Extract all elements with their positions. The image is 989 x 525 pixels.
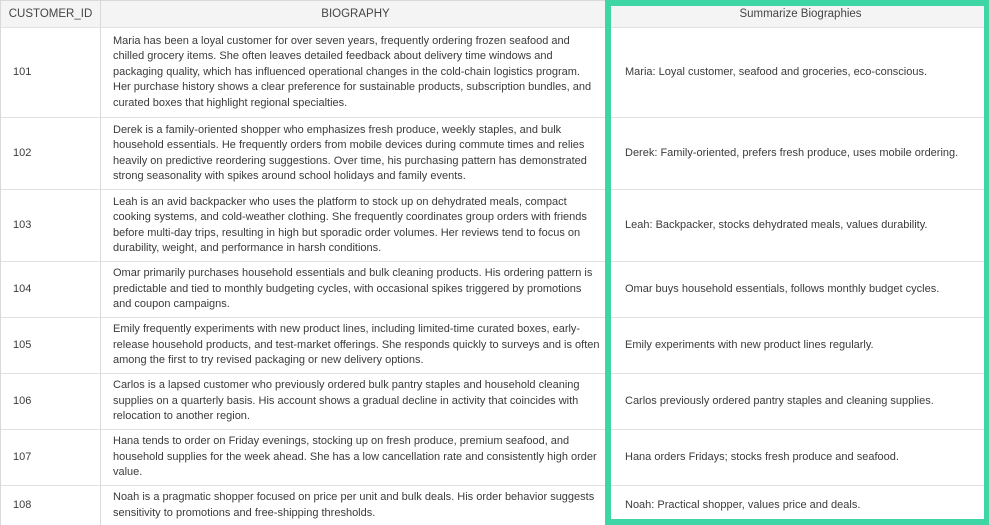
summary-cell[interactable]: Leah: Backpacker, stocks dehydrated meals, values durability. — [625, 218, 928, 231]
customer-id-cell[interactable]: 105 — [1, 318, 101, 373]
biography-cell[interactable]: Carlos is a lapsed customer who previously ordered bulk pantry staples and household cleaning supplies on a quarterly basis. His account shows a gradual decline in activity that coincides with relocation to another region. — [101, 374, 611, 429]
table-row — [1, 28, 989, 118]
customer-id-cell[interactable]: 104 — [1, 262, 101, 317]
col-header-summarize-biographies[interactable]: Summarize Biographies — [739, 7, 862, 20]
biography-cell[interactable]: Hana tends to order on Friday evenings, stocking up on fresh produce, premium seafood, and household supplies for the week ahead. She has a low cancellation rate and consistently high order value. — [101, 430, 611, 485]
table-row — [1, 118, 989, 190]
biography-cell[interactable]: Maria has been a loyal customer for over seven years, frequently ordering frozen seafood and chilled grocery items. She often leaves detailed feedback about delivery time windows and packaging quality, which has influenced operational changes in the cold-chain logistics program. Her purchase history shows a clear preference for sustainable products, subscription bundles, and curated boxes that highlight regional specialties. — [101, 28, 611, 117]
biography-cell[interactable]: Leah is an avid backpacker who uses the platform to stock up on dehydrated meals, compact cooking systems, and cold-weather clothing. She frequently coordinates group orders with friends before multi-day trips, resulting in high but sporadic order volumes. Her reviews tend to focus on durability, weight, and performance in harsh conditions. — [101, 190, 611, 261]
table-row — [1, 486, 989, 525]
table-row — [1, 262, 989, 318]
header-row — [1, 0, 989, 28]
summary-cell[interactable]: Hana orders Fridays; stocks fresh produce and seafood. — [625, 450, 899, 463]
customer-id-cell[interactable]: 101 — [1, 28, 101, 117]
table-row — [1, 374, 989, 430]
customer-id-cell[interactable]: 106 — [1, 374, 101, 429]
biography-cell[interactable]: Derek is a family-oriented shopper who emphasizes fresh produce, weekly staples, and bulk household essentials. He frequently orders from mobile devices during commute times and relies heavily on predictive reordering suggestions. Over time, his purchasing pattern has demonstrated strong seasonality with spikes around school holidays and family events. — [101, 118, 611, 189]
customer-id-cell[interactable]: 102 — [1, 118, 101, 189]
biography-cell[interactable]: Noah is a pragmatic shopper focused on price per unit and bulk deals. His order behavior suggests sensitivity to promotions and free-shipping thresholds. — [101, 486, 611, 525]
col-header-biography[interactable]: BIOGRAPHY — [101, 1, 611, 27]
summary-cell[interactable]: Carlos previously ordered pantry staples and cleaning supplies. — [625, 394, 934, 407]
summary-cell[interactable]: Emily experiments with new product lines regularly. — [625, 338, 874, 351]
customer-id-cell[interactable]: 103 — [1, 190, 101, 261]
summary-cell[interactable]: Noah: Practical shopper, values price and deals. — [625, 498, 861, 511]
table-row — [1, 318, 989, 374]
col-header-customer-id[interactable]: CUSTOMER_ID — [1, 1, 101, 27]
table-row — [1, 430, 989, 486]
table-row — [1, 190, 989, 262]
summary-cell[interactable]: Maria: Loyal customer, seafood and groceries, eco-conscious. — [625, 65, 928, 78]
summary-cell[interactable]: Derek: Family-oriented, prefers fresh produce, uses mobile ordering. — [625, 146, 959, 159]
customer-id-cell[interactable]: 108 — [1, 486, 101, 525]
biography-cell[interactable]: Omar primarily purchases household essentials and bulk cleaning products. His ordering pattern is predictable and tied to monthly budgeting cycles, with occasional spikes triggered by promotions and coupon campaigns. — [101, 262, 611, 317]
customer-id-cell[interactable]: 107 — [1, 430, 101, 485]
biography-cell[interactable]: Emily frequently experiments with new product lines, including limited-time curated boxes, early-release household products, and test-market offerings. She responds quickly to surveys and is often among the first to try revised packaging or new delivery options. — [101, 318, 611, 373]
summary-cell[interactable]: Omar buys household essentials, follows monthly budget cycles. — [625, 282, 940, 295]
